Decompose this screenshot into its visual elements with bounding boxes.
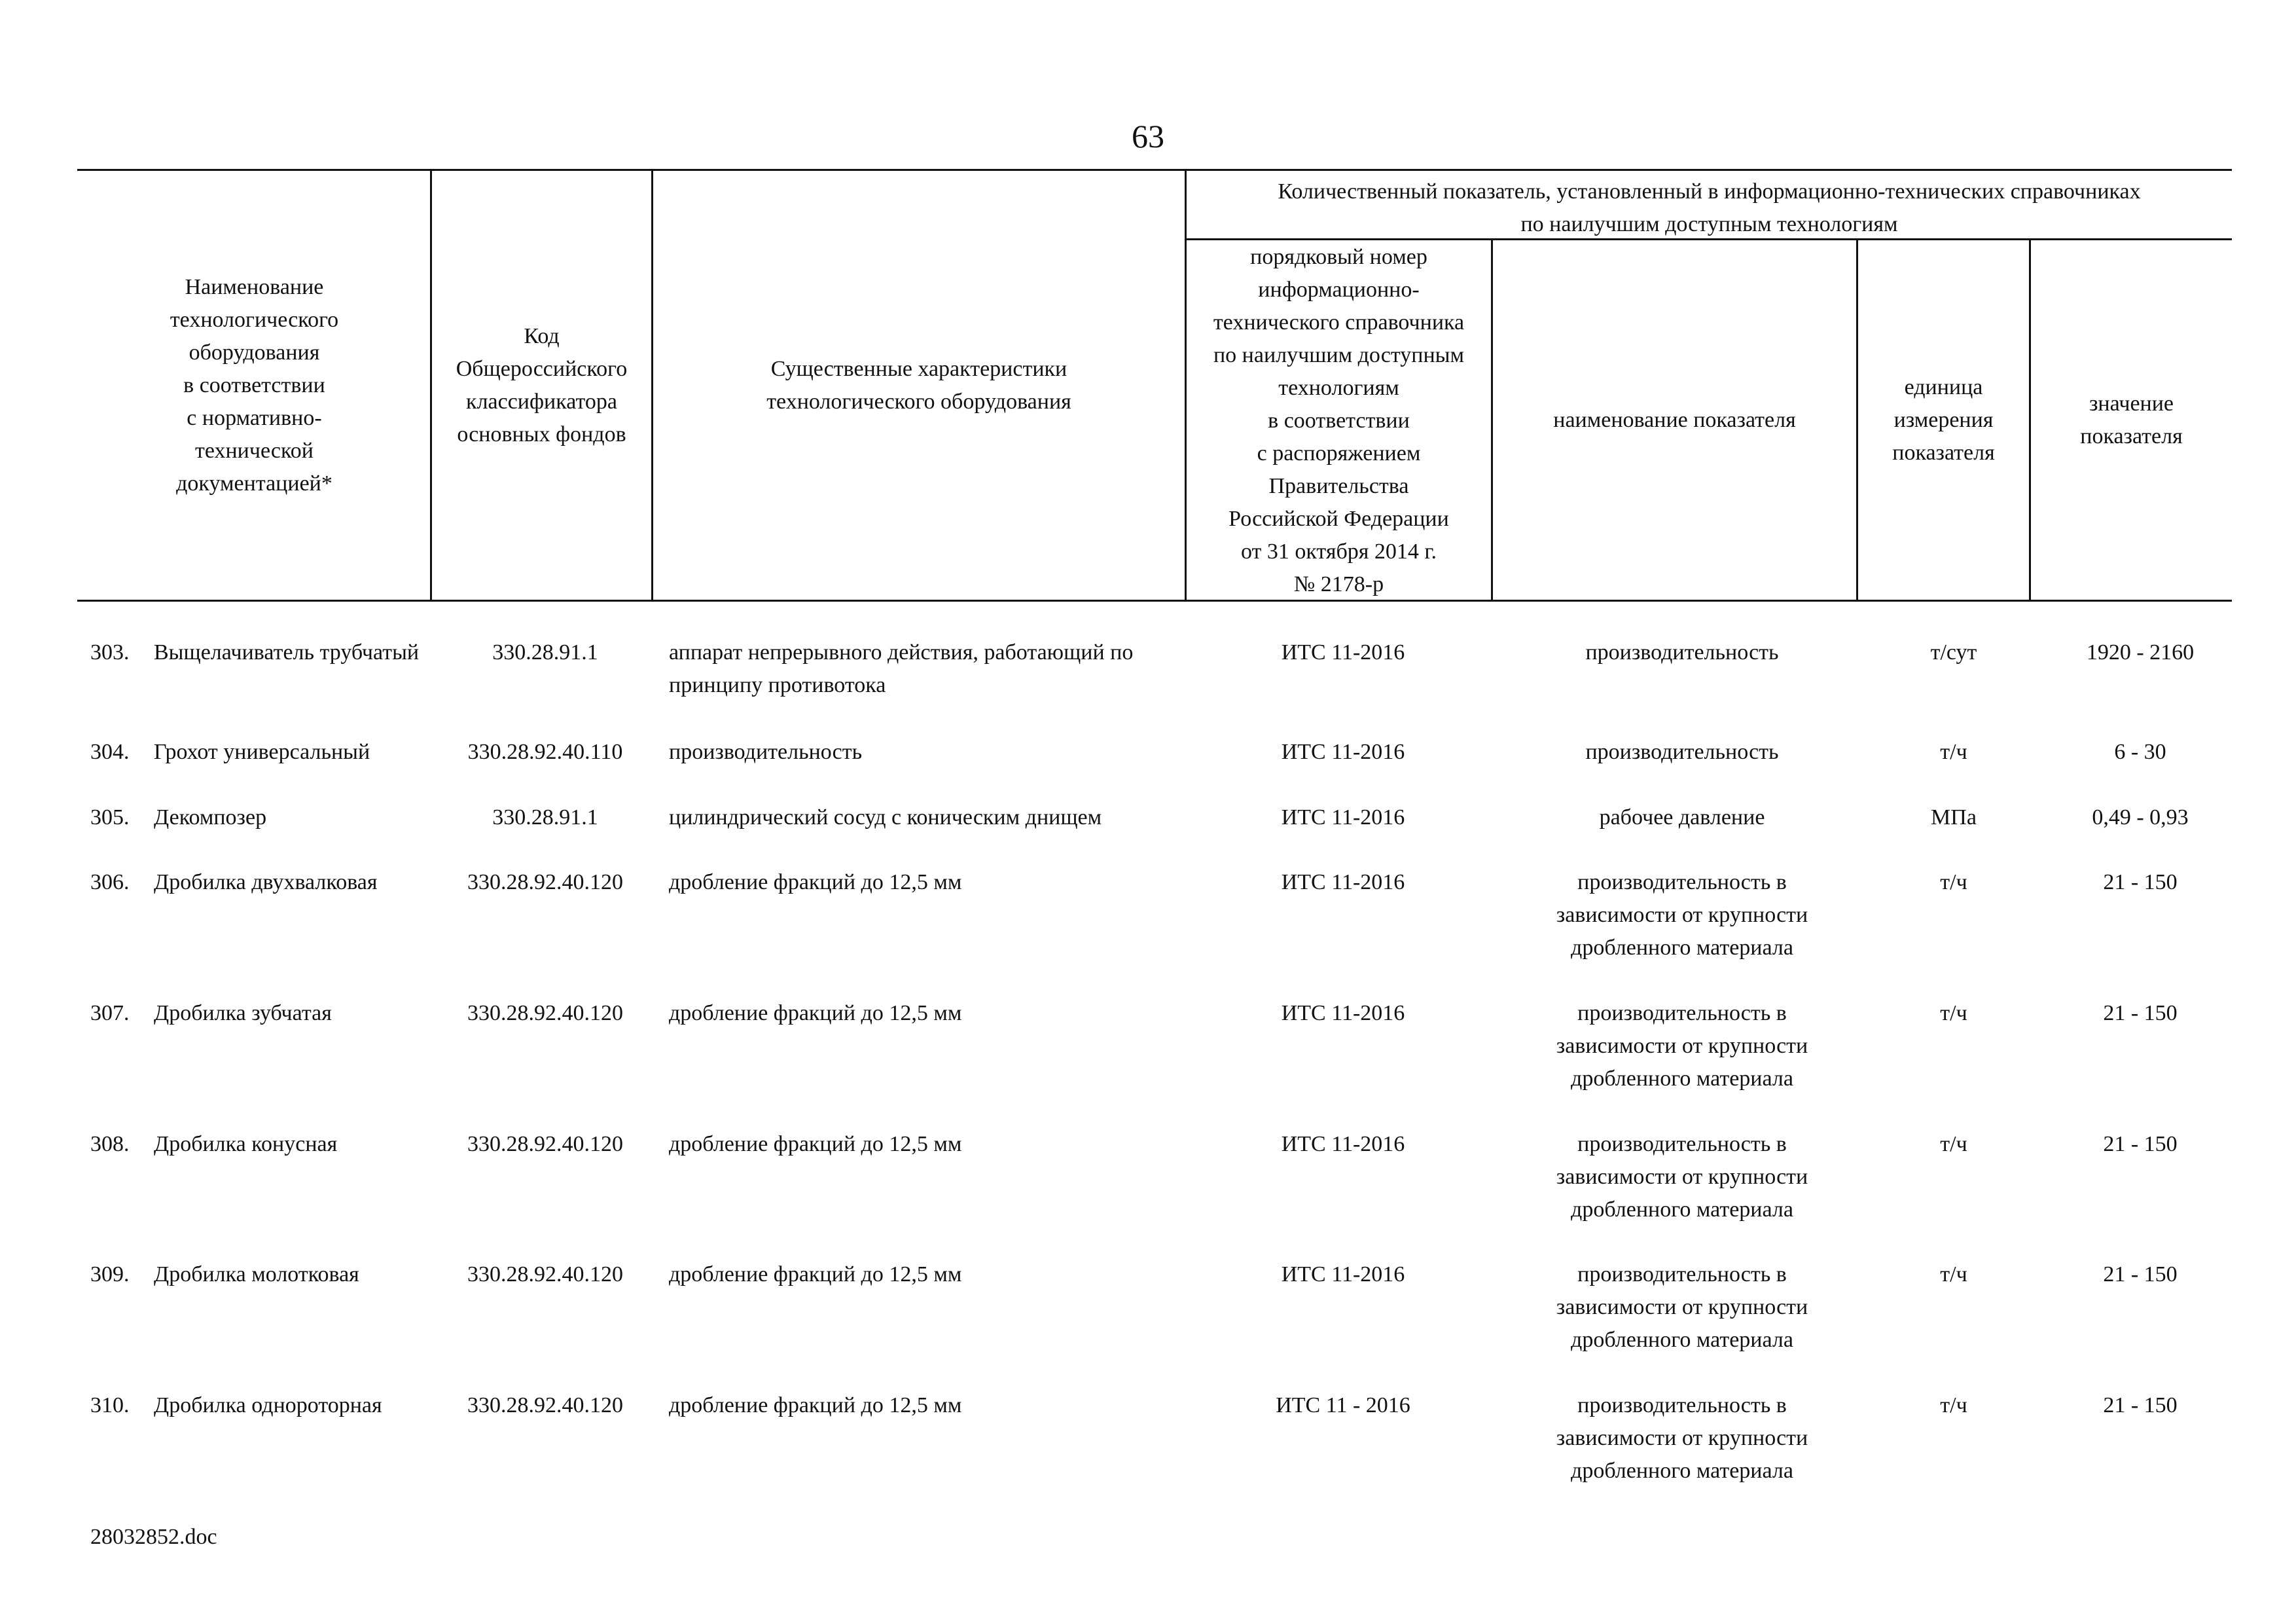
indicator-value: 21 - 150 — [2103, 870, 2178, 894]
equipment-name: Грохот универсальный — [154, 740, 370, 764]
equipment-name: Дробилка молотковая — [154, 1262, 359, 1286]
okof-code: 330.28.92.40.120 — [467, 1001, 623, 1025]
header-characteristics: Существенные характеристики технологического оборудования — [766, 356, 1071, 414]
indicator-value: 21 - 150 — [2103, 1132, 2178, 1156]
okof-code: 330.28.92.40.120 — [467, 1262, 623, 1286]
characteristics: дробление фракций до 12,5 мм — [669, 1393, 962, 1417]
indicator-value: 1920 - 2160 — [2086, 640, 2195, 665]
equipment-name: Дробилка зубчатая — [154, 1001, 332, 1025]
indicator-value: 21 - 150 — [2103, 1393, 2178, 1417]
header-group-title: Количественный показатель, установленный в информационно-технических справочниках по наилучшим доступным технологиям — [1278, 179, 2141, 236]
characteristics: дробление фракций до 12,5 мм — [669, 1262, 962, 1286]
its-number: ИТС 11-2016 — [1281, 1132, 1405, 1156]
header-value: значение показателя — [2080, 391, 2183, 448]
row-number: 305. — [90, 805, 130, 830]
row-number: 307. — [90, 1001, 130, 1025]
characteristics: аппарат непрерывного действия, работающий по принципу противотока — [669, 640, 1134, 697]
characteristics: производительность — [669, 740, 863, 764]
indicator-name: производительность в зависимости от крупности дробленного материала — [1556, 1393, 1808, 1483]
row-number: 306. — [90, 870, 130, 894]
characteristics: дробление фракций до 12,5 мм — [669, 1132, 962, 1156]
indicator-name: производительность в зависимости от крупности дробленного материала — [1556, 1001, 1808, 1091]
header-indicator-name: наименование показателя — [1553, 407, 1796, 432]
characteristics: дробление фракций до 12,5 мм — [669, 870, 962, 894]
indicator-value: 21 - 150 — [2103, 1262, 2178, 1286]
page-number: 63 — [1132, 118, 1164, 155]
equipment-name: Дробилка конусная — [154, 1132, 338, 1156]
indicator-name: производительность в зависимости от крупности дробленного материала — [1556, 1262, 1808, 1352]
okof-code: 330.28.92.40.120 — [467, 1393, 623, 1417]
indicator-name: рабочее давление — [1599, 805, 1765, 830]
indicator-name: производительность в зависимости от крупности дробленного материала — [1556, 1132, 1808, 1222]
equipment-name: Дробилка однороторная — [154, 1393, 382, 1417]
characteristics: цилиндрический сосуд с коническим днищем — [669, 805, 1102, 830]
row-number: 310. — [90, 1393, 130, 1417]
unit: т/ч — [1940, 1393, 1967, 1417]
its-number: ИТС 11 - 2016 — [1276, 1393, 1410, 1417]
its-number: ИТС 11-2016 — [1281, 740, 1405, 764]
unit: т/ч — [1940, 1262, 1967, 1286]
indicator-name: производительность — [1585, 740, 1779, 764]
its-number: ИТС 11-2016 — [1281, 640, 1405, 665]
header-equipment-name: Наименование технологического оборудования в соответствии с нормативно- технической документацией* — [170, 274, 339, 496]
header-its-number: порядковый номер информационно- технического справочника по наилучшим доступным технологиям в соответствии с распоряжением Правительства Российской Федерации от 31 октября 2014 г. № 2178-р — [1213, 245, 1465, 596]
indicator-value: 0,49 - 0,93 — [2092, 805, 2189, 830]
row-number: 304. — [90, 740, 130, 764]
okof-code: 330.28.92.40.110 — [467, 740, 623, 764]
unit: т/ч — [1940, 1001, 1967, 1025]
unit: т/ч — [1940, 740, 1967, 764]
its-number: ИТС 11-2016 — [1281, 1001, 1405, 1025]
unit: т/ч — [1940, 1132, 1967, 1156]
okof-code: 330.28.92.40.120 — [467, 870, 623, 894]
equipment-name: Дробилка двухвалковая — [154, 870, 378, 894]
row-number: 308. — [90, 1132, 130, 1156]
indicator-name: производительность — [1585, 640, 1779, 665]
indicator-value: 6 - 30 — [2114, 740, 2166, 764]
its-number: ИТС 11-2016 — [1281, 870, 1405, 894]
characteristics: дробление фракций до 12,5 мм — [669, 1001, 962, 1025]
okof-code: 330.28.92.40.120 — [467, 1132, 623, 1156]
okof-code: 330.28.91.1 — [492, 640, 598, 665]
unit: МПа — [1931, 805, 1977, 830]
header-unit: единица измерения показателя — [1892, 374, 1995, 465]
equipment-name: Декомпозер — [154, 805, 267, 830]
indicator-value: 21 - 150 — [2103, 1001, 2178, 1025]
its-number: ИТС 11-2016 — [1281, 1262, 1405, 1286]
indicator-name: производительность в зависимости от крупности дробленного материала — [1556, 870, 1808, 960]
row-number: 309. — [90, 1262, 130, 1286]
header-okof-code: Код Общероссийского классификатора основных фондов — [456, 323, 628, 447]
row-number: 303. — [90, 640, 130, 665]
okof-code: 330.28.91.1 — [492, 805, 598, 830]
unit: т/ч — [1940, 870, 1967, 894]
unit: т/сут — [1930, 640, 1977, 665]
its-number: ИТС 11-2016 — [1281, 805, 1405, 830]
equipment-name: Выщелачиватель трубчатый — [154, 640, 420, 665]
document-filename: 28032852.doc — [90, 1525, 217, 1549]
